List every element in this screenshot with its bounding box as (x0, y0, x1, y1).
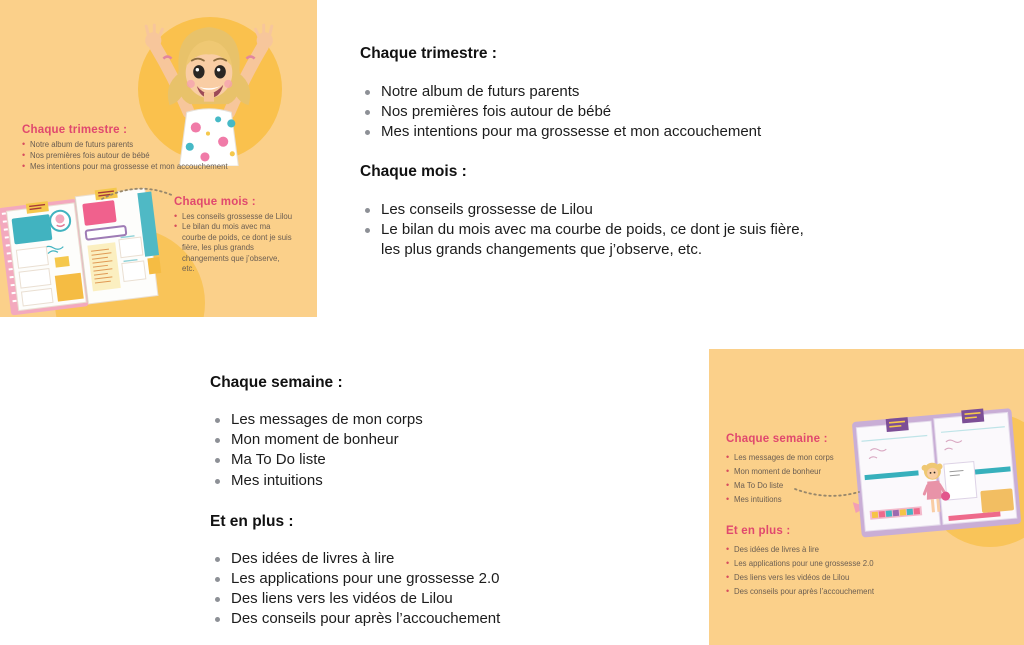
list-item: Les applications pour une grossesse 2.0 (210, 569, 690, 589)
list-item: Mes intentions pour ma grossesse et mon accouchement (360, 122, 808, 142)
panel-list-item: • Ma To Do liste (726, 479, 896, 493)
description-block-trimestre-mois (360, 44, 808, 279)
bullet-list (210, 410, 690, 491)
panel-list-item: • Des conseils pour après l’accouchement (726, 585, 941, 599)
panel-list-item: • Notre album de futurs parents (22, 140, 274, 151)
panel-list-item: • Mes intuitions (726, 493, 896, 507)
panel-heading: Chaque trimestre : (22, 124, 128, 136)
list-item: Le bilan du mois avec ma courbe de poids, ce dont je suis fière, les plus grands changements que j’observe, etc. (360, 220, 808, 260)
panel-heading: Et en plus : (726, 525, 791, 537)
dotted-arc-icon (98, 178, 178, 204)
section-heading: Et en plus : (210, 512, 294, 530)
list-item: Notre album de futurs parents (360, 82, 808, 102)
image-panel-semaine-plus (709, 349, 1024, 645)
panel-bullet-list (726, 543, 941, 599)
panel-list-item: • Les applications pour une grossesse 2.0 (726, 557, 941, 571)
list-item: Des idées de livres à lire (210, 549, 690, 569)
panel-list-item: • Mon moment de bonheur (726, 465, 896, 479)
panel-list-item: • Nos premières fois autour de bébé (22, 151, 274, 162)
panel-list-item: • Mes intentions pour ma grossesse et mon accouchement (22, 162, 274, 173)
panel-bullet-list (726, 451, 896, 507)
panel-heading: Chaque mois : (174, 196, 256, 208)
panel-list-item: • Les conseils grossesse de Lilou (174, 212, 293, 222)
panel-list-item: • Des liens vers les vidéos de Lilou (726, 571, 941, 585)
description-block-semaine-plus (210, 373, 690, 645)
bullet-list (360, 200, 808, 261)
section-heading: Chaque semaine : (210, 374, 343, 391)
panel-list-item: • Des idées de livres à lire (726, 543, 941, 557)
section-heading: Chaque trimestre : (360, 45, 497, 62)
panel-list-item: • Les messages de mon corps (726, 451, 896, 465)
panel-section-trimestre (22, 124, 274, 173)
image-panel-trimestre-mois (0, 0, 317, 317)
panel-bullet-list (22, 140, 274, 173)
list-item: Mes intuitions (210, 471, 690, 491)
bullet-list (210, 549, 690, 630)
panel-heading: Chaque semaine : (726, 433, 828, 445)
panel-section-et-en-plus (726, 525, 941, 599)
panel-section-mois (174, 196, 293, 274)
section-heading: Chaque mois : (360, 162, 467, 180)
list-item: Des conseils pour après l’accouchement (210, 609, 690, 629)
panel-section-semaine (726, 433, 896, 507)
list-item: Les conseils grossesse de Lilou (360, 200, 808, 220)
panel-bullet-list (174, 212, 293, 274)
bullet-list (360, 82, 808, 143)
list-item: Ma To Do liste (210, 450, 690, 470)
panel-list-item: • Le bilan du mois avec ma courbe de poids, ce dont je suis fière, les plus grands changements que j’observe, etc. (174, 222, 293, 274)
list-item: Des liens vers les vidéos de Lilou (210, 589, 690, 609)
list-item: Les messages de mon corps (210, 410, 690, 430)
list-item: Mon moment de bonheur (210, 430, 690, 450)
list-item: Nos premières fois autour de bébé (360, 102, 808, 122)
